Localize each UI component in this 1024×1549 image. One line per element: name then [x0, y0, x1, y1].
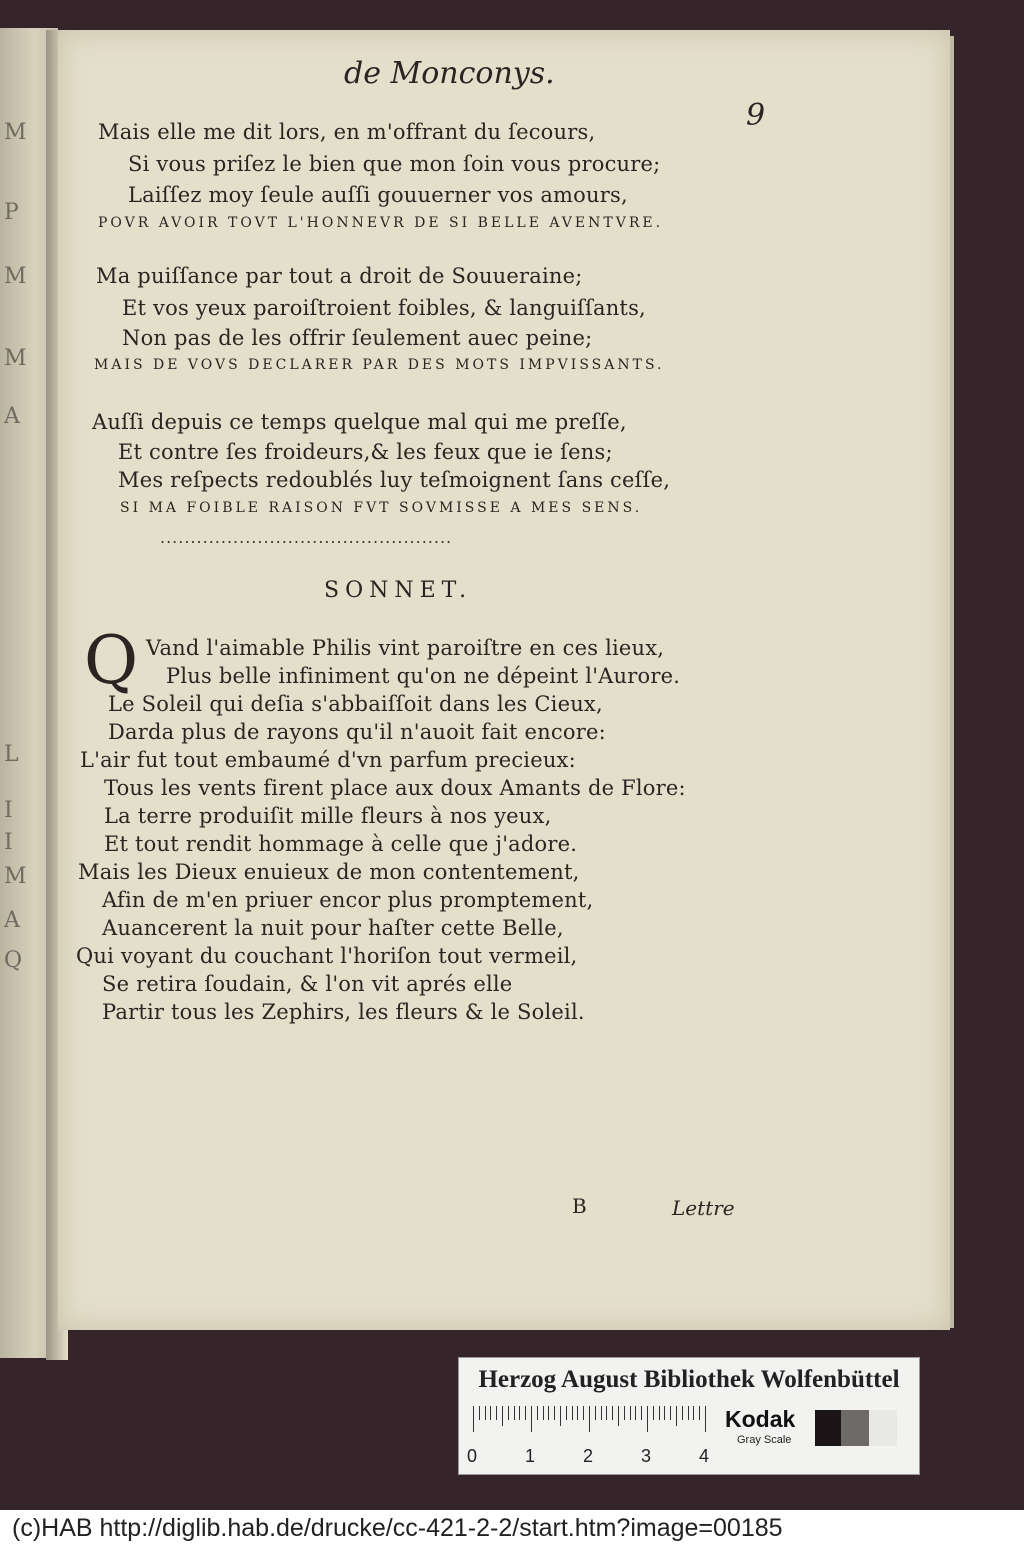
left-fragment: M	[4, 120, 28, 145]
ruler-tick	[485, 1406, 486, 1420]
footer-bar	[0, 1510, 1024, 1549]
ruler-tick	[560, 1406, 561, 1426]
left-fragment: M	[4, 264, 28, 289]
refrain-line: POVR AVOIR TOVT L'HONNEVR DE SI BELLE AVENTVRE.	[98, 215, 664, 231]
ruler-tick	[519, 1406, 520, 1420]
ruler-number: 2	[583, 1446, 594, 1466]
separator-dots: ................................................	[160, 528, 453, 547]
ruler-tick	[508, 1406, 509, 1420]
ruler-tick	[572, 1406, 573, 1420]
verse-line: Mes reſpects redoublés luy teſmoignent ſans ceſſe,	[118, 468, 671, 492]
ruler-tick	[647, 1406, 648, 1432]
ruler-scale	[473, 1406, 705, 1432]
ruler-number: 3	[641, 1446, 652, 1466]
ruler-tick	[641, 1406, 642, 1420]
ruler-tick	[676, 1406, 677, 1426]
ruler-number: 4	[699, 1446, 710, 1466]
sonnet-line: Vand l'aimable Philis vint paroiſtre en ces lieux,	[146, 636, 665, 660]
verse-line: Si vous priſez le bien que mon ſoin vous procure;	[128, 152, 661, 176]
ruler-tick	[490, 1406, 491, 1420]
verse-line: Ma puiſſance par tout a droit de Souueraine;	[96, 264, 583, 288]
left-fragment: I	[4, 798, 14, 823]
ruler-numbers	[467, 1446, 727, 1468]
sonnet-line: Se retira ſoudain, & l'on vit aprés elle	[102, 972, 513, 996]
left-fragment: I	[4, 830, 14, 855]
ruler-number: 0	[467, 1446, 478, 1466]
label-title: Herzog August Bibliothek Wolfenbüttel	[478, 1366, 900, 1393]
sonnet-line: Qui voyant du couchant l'horiſon tout vermeil,	[76, 944, 578, 968]
sonnet-line: La terre produiſit mille fleurs à nos yeux,	[104, 804, 552, 828]
ruler-tick	[554, 1406, 555, 1420]
left-fragment: A	[4, 404, 21, 429]
left-fragment: L	[4, 742, 20, 767]
gray-scale-caption: Gray Scale	[737, 1434, 792, 1446]
ruler-tick	[583, 1406, 584, 1420]
ruler-tick	[595, 1406, 596, 1420]
ruler-tick	[699, 1406, 700, 1420]
ruler-tick	[525, 1406, 526, 1420]
ruler-tick	[589, 1406, 590, 1432]
signature-mark: B	[572, 1194, 587, 1218]
sonnet-line: Et tout rendit hommage à celle que j'adore.	[104, 832, 578, 856]
verse-line: Et vos yeux paroiſtroient foibles, & languiſſants,	[122, 296, 646, 320]
verse-line: Mais elle me dit lors, en m'offrant du ſecours,	[98, 120, 596, 144]
swatch-mid	[841, 1410, 869, 1446]
left-fragment: Q	[4, 948, 24, 973]
running-head: de Monconys.	[344, 56, 555, 91]
sonnet-line: Plus belle infiniment qu'on ne dépeint l'Aurore.	[166, 664, 681, 688]
sonnet-line: Le Soleil qui deſia s'abbaiſſoit dans les Cieux,	[108, 692, 603, 716]
swatch-dark	[815, 1410, 841, 1446]
ruler-tick	[653, 1406, 654, 1420]
ruler-tick	[618, 1406, 619, 1426]
ruler-tick	[635, 1406, 636, 1420]
ruler-tick	[624, 1406, 625, 1420]
sonnet-line: Darda plus de rayons qu'il n'auoit fait encore:	[108, 720, 606, 744]
ruler-tick	[479, 1406, 480, 1420]
page-edge	[950, 36, 954, 1328]
ruler-tick	[473, 1406, 474, 1432]
sonnet-line: L'air fut tout embaumé d'vn parfum precieux:	[80, 748, 576, 772]
catchword: Lettre	[672, 1196, 735, 1220]
verse-line: Non pas de les offrir ſeulement auec peine;	[122, 326, 593, 350]
left-fragment: M	[4, 346, 28, 371]
verse-line: Et contre ſes froideurs,& les feux que ie ſens;	[118, 440, 613, 464]
ruler-tick	[688, 1406, 689, 1420]
ruler-tick	[601, 1406, 602, 1420]
ruler-tick	[537, 1406, 538, 1420]
ruler-tick	[682, 1406, 683, 1420]
archive-label	[458, 1357, 920, 1475]
ruler-tick	[693, 1406, 694, 1420]
page-number: 9	[746, 98, 766, 133]
ruler-tick	[630, 1406, 631, 1420]
ruler-tick	[531, 1406, 532, 1432]
sonnet-line: Partir tous les Zephirs, les fleurs & le Soleil.	[102, 1000, 585, 1024]
sonnet-line: Auancerent la nuit pour haſter cette Belle,	[102, 916, 564, 940]
kodak-brand: Kodak	[725, 1406, 796, 1432]
ruler-tick	[659, 1406, 660, 1420]
left-fragment: M	[4, 864, 28, 889]
ruler-tick	[548, 1406, 549, 1420]
sonnet-title: SONNET.	[324, 578, 473, 603]
sonnet-line: Mais les Dieux enuieux de mon contentement,	[78, 860, 580, 884]
ruler-tick	[664, 1406, 665, 1420]
ruler-tick	[606, 1406, 607, 1420]
sonnet-line: Afin de m'en priuer encor plus promptement,	[102, 888, 594, 912]
swatch-light	[869, 1410, 897, 1446]
left-fragment: P	[4, 200, 20, 225]
verse-line: Laiſſez moy ſeule auſſi gouuerner vos amours,	[128, 183, 628, 207]
ruler-tick	[496, 1406, 497, 1420]
left-fragment: A	[4, 908, 21, 933]
refrain-line: MAIS DE VOVS DECLARER PAR DES MOTS IMPVISSANTS.	[94, 357, 665, 373]
drop-cap: Q	[84, 622, 139, 699]
ruler-number: 1	[525, 1446, 536, 1466]
ruler-tick	[612, 1406, 613, 1420]
ruler-tick	[514, 1406, 515, 1420]
refrain-line: SI MA FOIBLE RAISON FVT SOVMISSE A MES SENS.	[120, 500, 643, 516]
ruler-tick	[566, 1406, 567, 1420]
ruler-tick	[543, 1406, 544, 1420]
sonnet-line: Tous les vents firent place aux doux Amants de Flore:	[104, 776, 686, 800]
ruler-tick	[670, 1406, 671, 1420]
verse-line: Auſſi depuis ce temps quelque mal qui me preſſe,	[92, 410, 627, 434]
ruler-tick	[705, 1406, 706, 1432]
ruler-tick	[577, 1406, 578, 1420]
copyright-url: (c)HAB http://diglib.hab.de/drucke/cc-421-2-2/start.htm?image=00185	[12, 1514, 783, 1542]
ruler-tick	[502, 1406, 503, 1426]
